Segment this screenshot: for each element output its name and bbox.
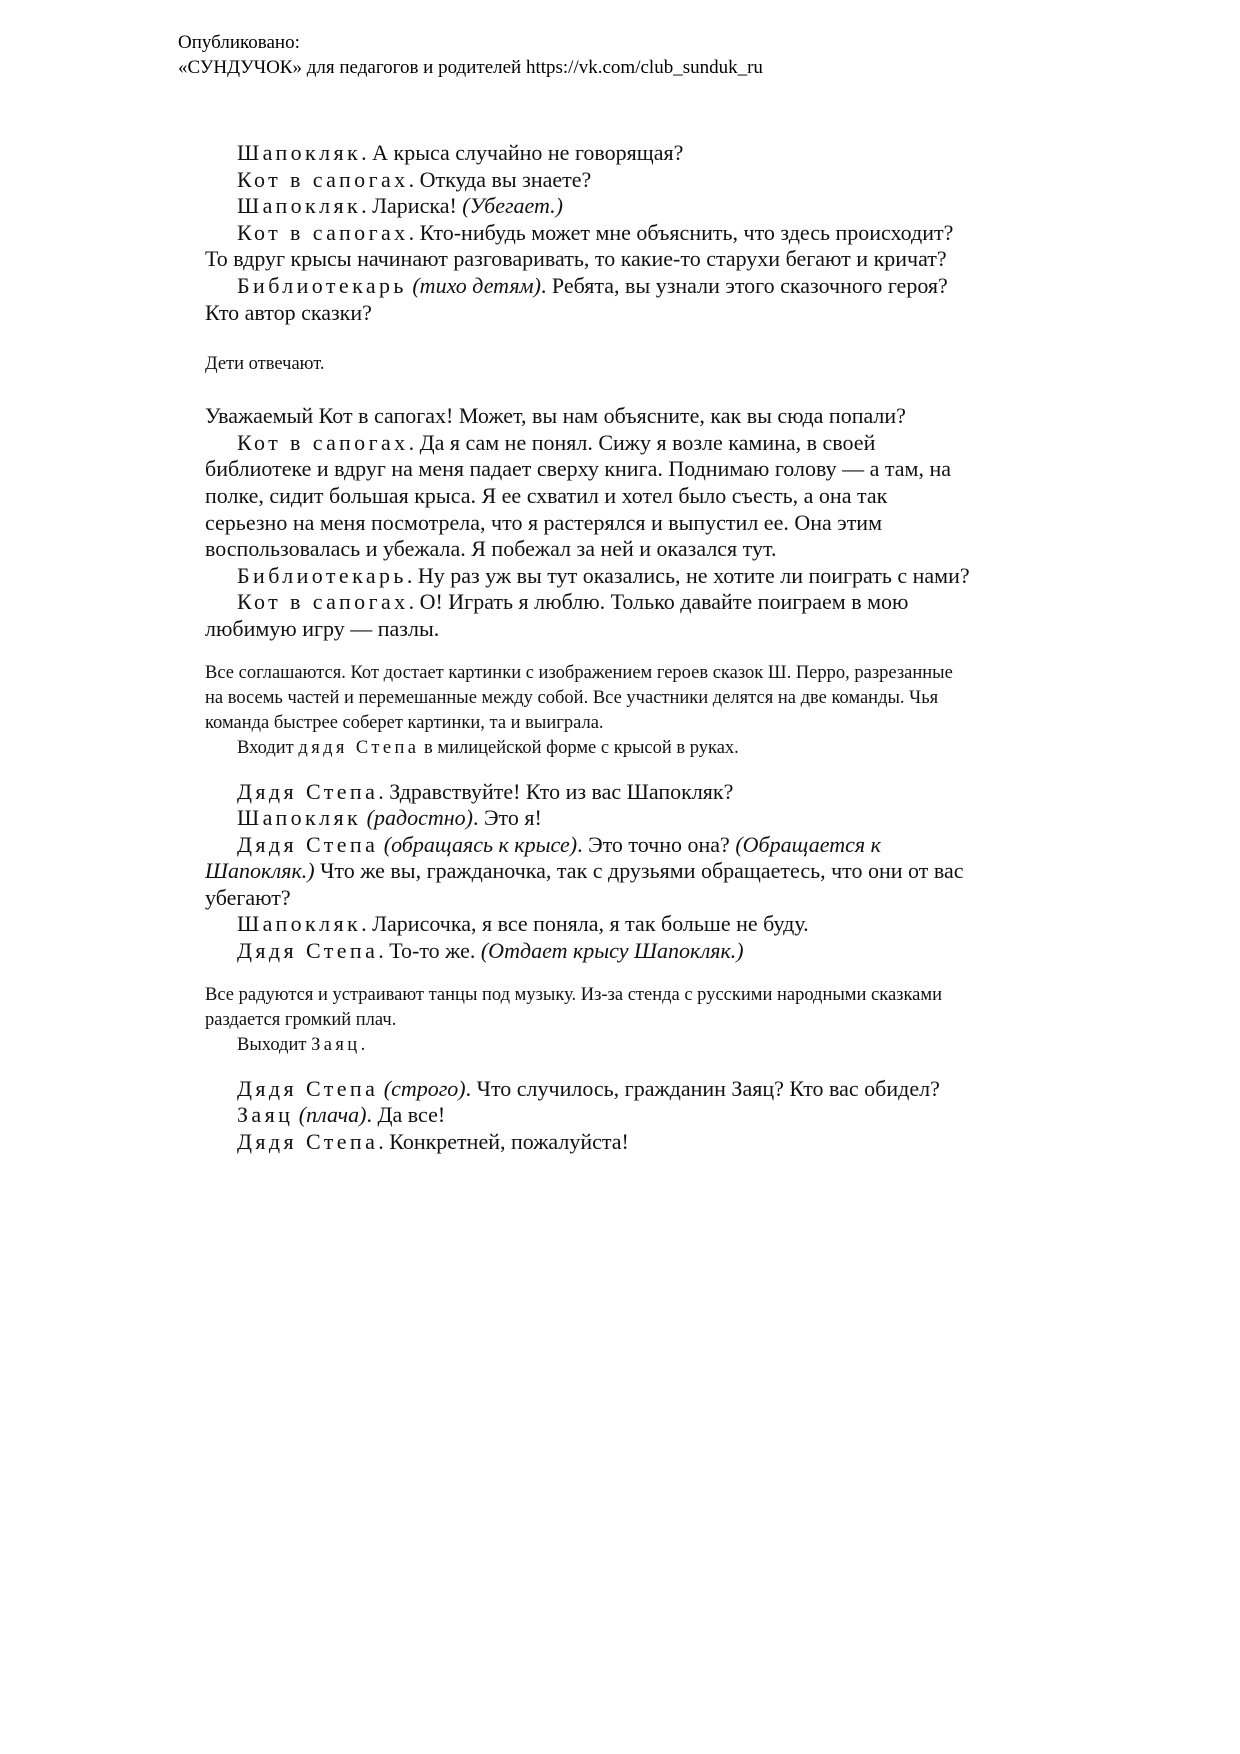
dialogue-text: . Ну раз уж вы тут оказались, не хотите ли поиграть с нами? [406, 562, 970, 588]
stage-remark: (радостно) [361, 805, 473, 831]
stage-remark: (обращаясь к крысе) [378, 831, 578, 857]
stage-text: . [360, 1034, 366, 1055]
dialogue-line [205, 167, 975, 194]
dialogue-text: Что же вы, гражданочка, так с друзьями обращаетесь, что они от вас убегают? [205, 858, 964, 910]
dialogue-line [205, 938, 975, 965]
dialogue-line [205, 832, 975, 912]
speaker-name: Дядя Степа [237, 831, 379, 857]
dialogue-line [205, 779, 975, 806]
speaker-name: Дядя Степа [237, 1075, 379, 1101]
stage-direction [205, 736, 975, 761]
dialogue-line [205, 193, 975, 220]
publication-header [178, 30, 763, 80]
speaker-name: Дядя Степа [237, 938, 379, 964]
script-body [205, 140, 975, 1155]
speaker-name: Шапокляк [237, 911, 362, 937]
dialogue-text: . Ларисочка, я все поняла, я так больше не буду. [361, 911, 809, 937]
dialogue-line [205, 589, 975, 642]
stage-remark: (плача) [293, 1102, 367, 1128]
dialogue-text: . То-то же. [378, 938, 481, 964]
header-line-published: Опубликовано: [178, 32, 300, 53]
stage-remark: (Обращается к Шапокляк.) [205, 831, 881, 884]
dialogue-line [205, 805, 975, 832]
dialogue-line [205, 1102, 975, 1129]
stage-direction: Все соглашаются. Кот достает картинки с изображением героев сказок Ш. Перро, разрезанные на восемь частей и перемешанные между собой. Все участники делятся на две команды. Чья команда быстрее соберет картинки, та и выиграла. [205, 662, 953, 733]
stage-text: в милицейской форме с крысой в руках. [419, 737, 739, 758]
dialogue-line [205, 273, 975, 326]
speaker-name: Шапокляк [237, 140, 362, 165]
speaker-name: Шапокляк [237, 805, 362, 831]
stage-character: дядя Степа [298, 737, 420, 758]
speaker-name: Шапокляк [237, 193, 362, 219]
dialogue-text: . Откуда вы знаете? [408, 166, 592, 192]
speaker-name: Дядя Степа [237, 1128, 379, 1154]
dialogue-text: . Кто-нибудь может мне объяснить, что здесь происходит? То вдруг крысы начинают разговаривать, то какие-то старухи бегают и кричат? [205, 219, 954, 272]
dialogue-text: . Конкретней, пожалуйста! [378, 1128, 629, 1154]
stage-remark: (Отдает крысу Шапокляк.) [480, 938, 744, 964]
dialogue-text: . Ребята, вы узнали этого сказочного героя? Кто автор сказки? [205, 272, 948, 325]
dialogue-line [205, 1076, 975, 1103]
dialogue-text: . О! Играть я люблю. Только давайте поиграем в мою любимую игру — пазлы. [205, 589, 909, 641]
speaker-name: Библиотекарь [237, 562, 407, 588]
dialogue-text: . Да все! [366, 1102, 446, 1128]
speaker-name: Кот в сапогах [237, 429, 409, 455]
stage-character: Заяц [311, 1034, 361, 1055]
stage-text: Входит [237, 737, 299, 758]
dialogue-text: . Это точно она? [577, 831, 736, 857]
dialogue-line: Уважаемый Кот в сапогах! Может, вы нам объясните, как вы сюда попали? [205, 403, 906, 429]
dialogue-text: . Лариска! [361, 193, 463, 219]
speaker-name: Дядя Степа [237, 778, 379, 804]
dialogue-line [205, 1129, 975, 1156]
stage-remark: (тихо детям) [406, 272, 541, 298]
speaker-name: Кот в сапогах [237, 589, 409, 615]
dialogue-text: . Это я! [472, 805, 542, 831]
dialogue-text: . Что случилось, гражданин Заяц? Кто вас обидел? [465, 1075, 940, 1101]
speaker-name: Кот в сапогах [237, 166, 409, 192]
dialogue-line [205, 911, 975, 938]
dialogue-text: . Да я сам не понял. Сижу я возле камина, в своей библиотеке и вдруг на меня падает сверху книга. Поднимаю голову — а там, на полке, сидит большая крыса. Я ее схватил и хотел было съесть, а она так серьезно на меня посмотрела, что я растерялся и выпустил ее. Она этим воспользовалась и убежала. Я побежал за ней и оказался тут. [205, 429, 952, 562]
stage-remark: (строго) [378, 1075, 466, 1101]
dialogue-line [205, 430, 975, 563]
dialogue-line [205, 220, 975, 273]
dialogue-line [205, 563, 975, 590]
speaker-name: Кот в сапогах [237, 219, 409, 245]
dialogue-text: . А крыса случайно не говорящая? [361, 140, 684, 165]
stage-direction: Дети отвечают. [205, 354, 325, 375]
stage-direction: Все радуются и устраивают танцы под музыку. Из-за стенда с русскими народными сказками раздается громкий плач. [205, 984, 943, 1030]
stage-direction [205, 1033, 975, 1058]
dialogue-line [205, 140, 975, 167]
stage-remark: (Убегает.) [462, 193, 564, 219]
stage-text: Выходит [237, 1034, 312, 1055]
speaker-name: Заяц [237, 1102, 294, 1128]
dialogue-text: . Здравствуйте! Кто из вас Шапокляк? [378, 778, 734, 804]
header-line-source: «СУНДУЧОК» для педагогов и родителей https://vk.com/club_sunduk_ru [178, 57, 763, 78]
speaker-name: Библиотекарь [237, 272, 407, 298]
